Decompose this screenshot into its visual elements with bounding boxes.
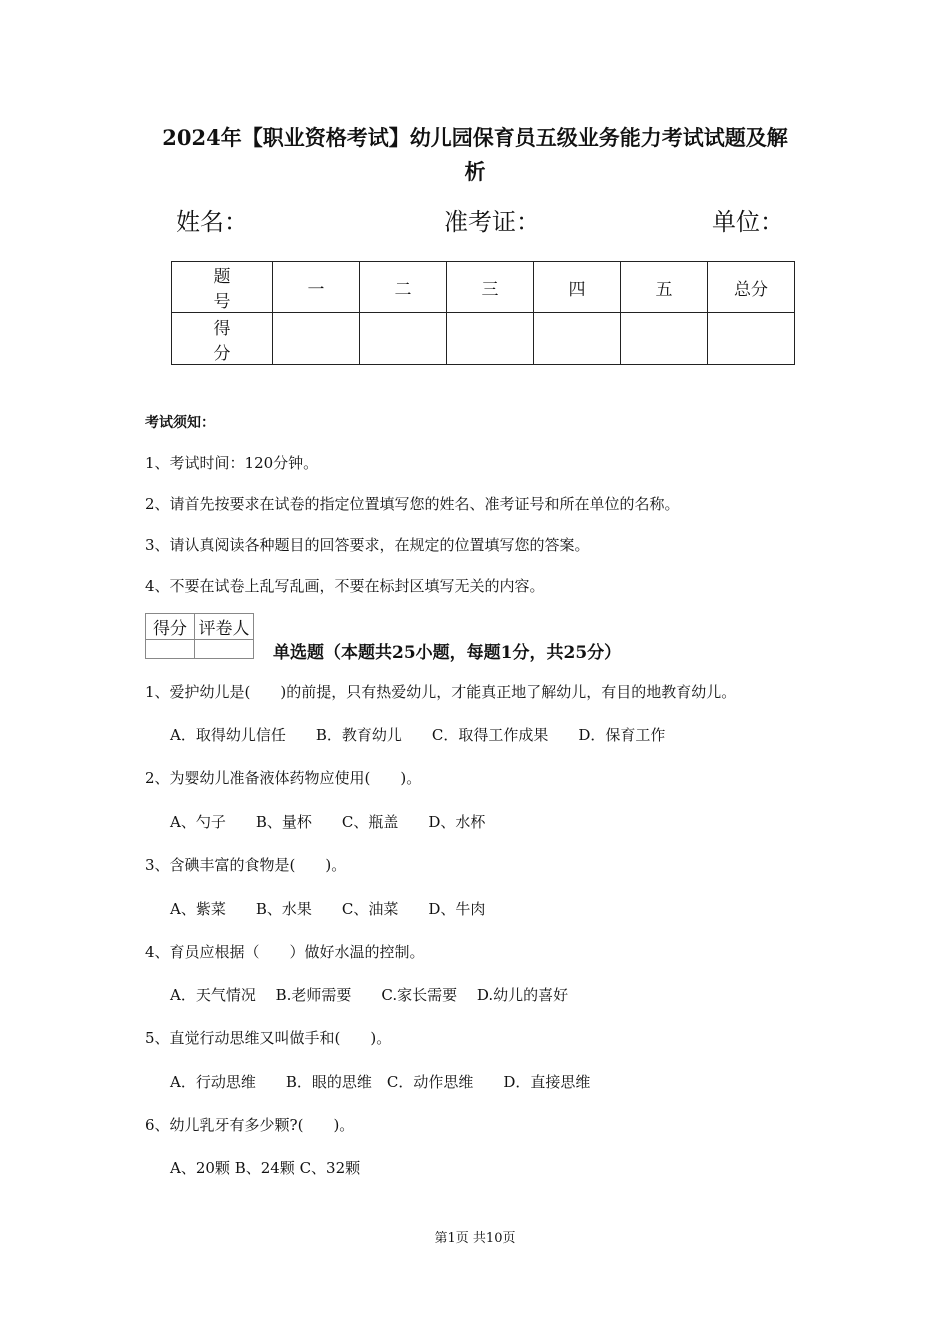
score-cell — [534, 313, 621, 365]
question-text: 2、为婴幼儿准备液体药物应使用( )。 — [145, 769, 422, 787]
page-footer: 第1页 共10页 — [434, 1231, 516, 1246]
title-line-1: 2024年【职业资格考试】幼儿园保育员五级业务能力考试试题及解 — [162, 125, 788, 150]
score-cell — [708, 313, 795, 365]
note-item: 2、请首先按要求在试卷的指定位置填写您的姓名、准考证号和所在单位的名称。 — [145, 495, 680, 513]
score-cell — [621, 313, 708, 365]
question-options: A、20颗 B、24颗 C、32颗 — [170, 1159, 361, 1177]
score-header-cell: 四 — [534, 262, 621, 313]
note-item: 3、请认真阅读各种题目的回答要求，在规定的位置填写您的答案。 — [145, 536, 590, 554]
grader-reviewer-cell — [195, 640, 254, 659]
question-options: A．取得幼儿信任 B．教育幼儿 C．取得工作成果 D．保育工作 — [170, 726, 666, 744]
grader-reviewer-label: 评卷人 — [195, 614, 254, 640]
score-cell — [447, 313, 534, 365]
name-field-label: 姓名： — [176, 208, 248, 236]
score-header-cell: 总分 — [708, 262, 795, 313]
title-line-2: 析 — [464, 159, 486, 184]
note-item: 4、不要在试卷上乱写乱画，不要在标封区填写无关的内容。 — [145, 577, 545, 595]
question-options: A．天气情况 B.老师需要 C.家长需要 D.幼儿的喜好 — [170, 986, 569, 1004]
score-header-cell: 一 — [273, 262, 360, 313]
section-title: 单选题（本题共25小题，每题1分，共25分） — [273, 643, 622, 663]
question-text: 4、育员应根据（ ）做好水温的控制。 — [145, 943, 425, 961]
exam-id-field-label: 准考证： — [444, 208, 540, 236]
question-text: 3、含碘丰富的食物是( )。 — [145, 856, 347, 874]
score-cell — [273, 313, 360, 365]
unit-field-label: 单位： — [712, 208, 784, 236]
grader-score-cell — [146, 640, 195, 659]
question-text: 1、爱护幼儿是( )的前提，只有热爱幼儿，才能真正地了解幼儿，有目的地教育幼儿。 — [145, 683, 737, 701]
question-options: A．行动思维 B．眼的思维 C．动作思维 D．直接思维 — [170, 1073, 591, 1091]
score-header-cell: 五 — [621, 262, 708, 313]
note-item: 1、考试时间：120分钟。 — [145, 454, 319, 472]
question-options: A、勺子 B、量杯 C、瓶盖 D、水杯 — [170, 813, 486, 831]
score-header-cell: 二 — [360, 262, 447, 313]
notes-heading: 考试须知： — [145, 415, 215, 431]
score-header-cell: 三 — [447, 262, 534, 313]
question-text: 6、幼儿乳牙有多少颗?( )。 — [145, 1116, 355, 1134]
grader-score-label: 得分 — [146, 614, 195, 640]
score-row-label: 得 分 — [172, 313, 273, 365]
score-table — [171, 261, 795, 365]
score-header-cell: 题 号 — [172, 262, 273, 313]
score-table-score-row — [172, 313, 795, 365]
question-options: A、紫菜 B、水果 C、油菜 D、牛肉 — [170, 900, 486, 918]
grader-box — [145, 613, 254, 659]
question-text: 5、直觉行动思维又叫做手和( )。 — [145, 1029, 392, 1047]
score-cell — [360, 313, 447, 365]
score-table-header-row — [172, 262, 795, 313]
